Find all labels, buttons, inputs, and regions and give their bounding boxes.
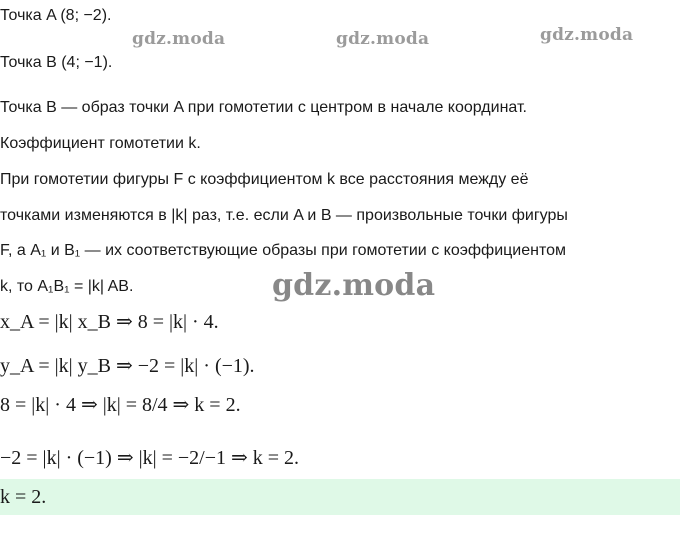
watermark: gdz.moda — [336, 29, 430, 49]
watermark: gdz.moda — [132, 29, 226, 49]
property-line-3: F, а A₁ и B₁ — их соответствующие образы при гомотетии с коэффициентом — [0, 242, 567, 259]
answer-text: k = 2. — [0, 486, 47, 508]
homothety-statement: Точка B — образ точки A при гомотетии с центром в начале координат. — [0, 99, 527, 116]
equation-x: x_A = |k| x_B ⇒ 8 = |k| · 4. — [0, 311, 219, 333]
watermark: gdz.moda — [540, 25, 634, 45]
equation-solve-2: −2 = |k| · (−1) ⇒ |k| = −2/−1 ⇒ k = 2. — [0, 447, 300, 469]
point-b-line: Точка B (4; −1). — [0, 54, 113, 71]
equation-solve-1: 8 = |k| · 4 ⇒ |k| = 8/4 ⇒ k = 2. — [0, 394, 241, 416]
property-line-4: k, то A₁B₁ = |k| AB. — [0, 278, 134, 295]
answer-box — [0, 479, 680, 515]
property-line-1: При гомотетии фигуры F с коэффициентом k все расстояния между её — [0, 171, 529, 188]
watermark-large: gdz.moda — [272, 268, 436, 303]
point-a-line: Точка A (8; −2). — [0, 7, 112, 24]
property-line-2: точками изменяются в |k| раз, т.е. если A и B — произвольные точки фигуры — [0, 207, 568, 224]
coefficient-line: Коэффициент гомотетии k. — [0, 135, 201, 152]
equation-y: y_A = |k| y_B ⇒ −2 = |k| · (−1). — [0, 355, 255, 377]
